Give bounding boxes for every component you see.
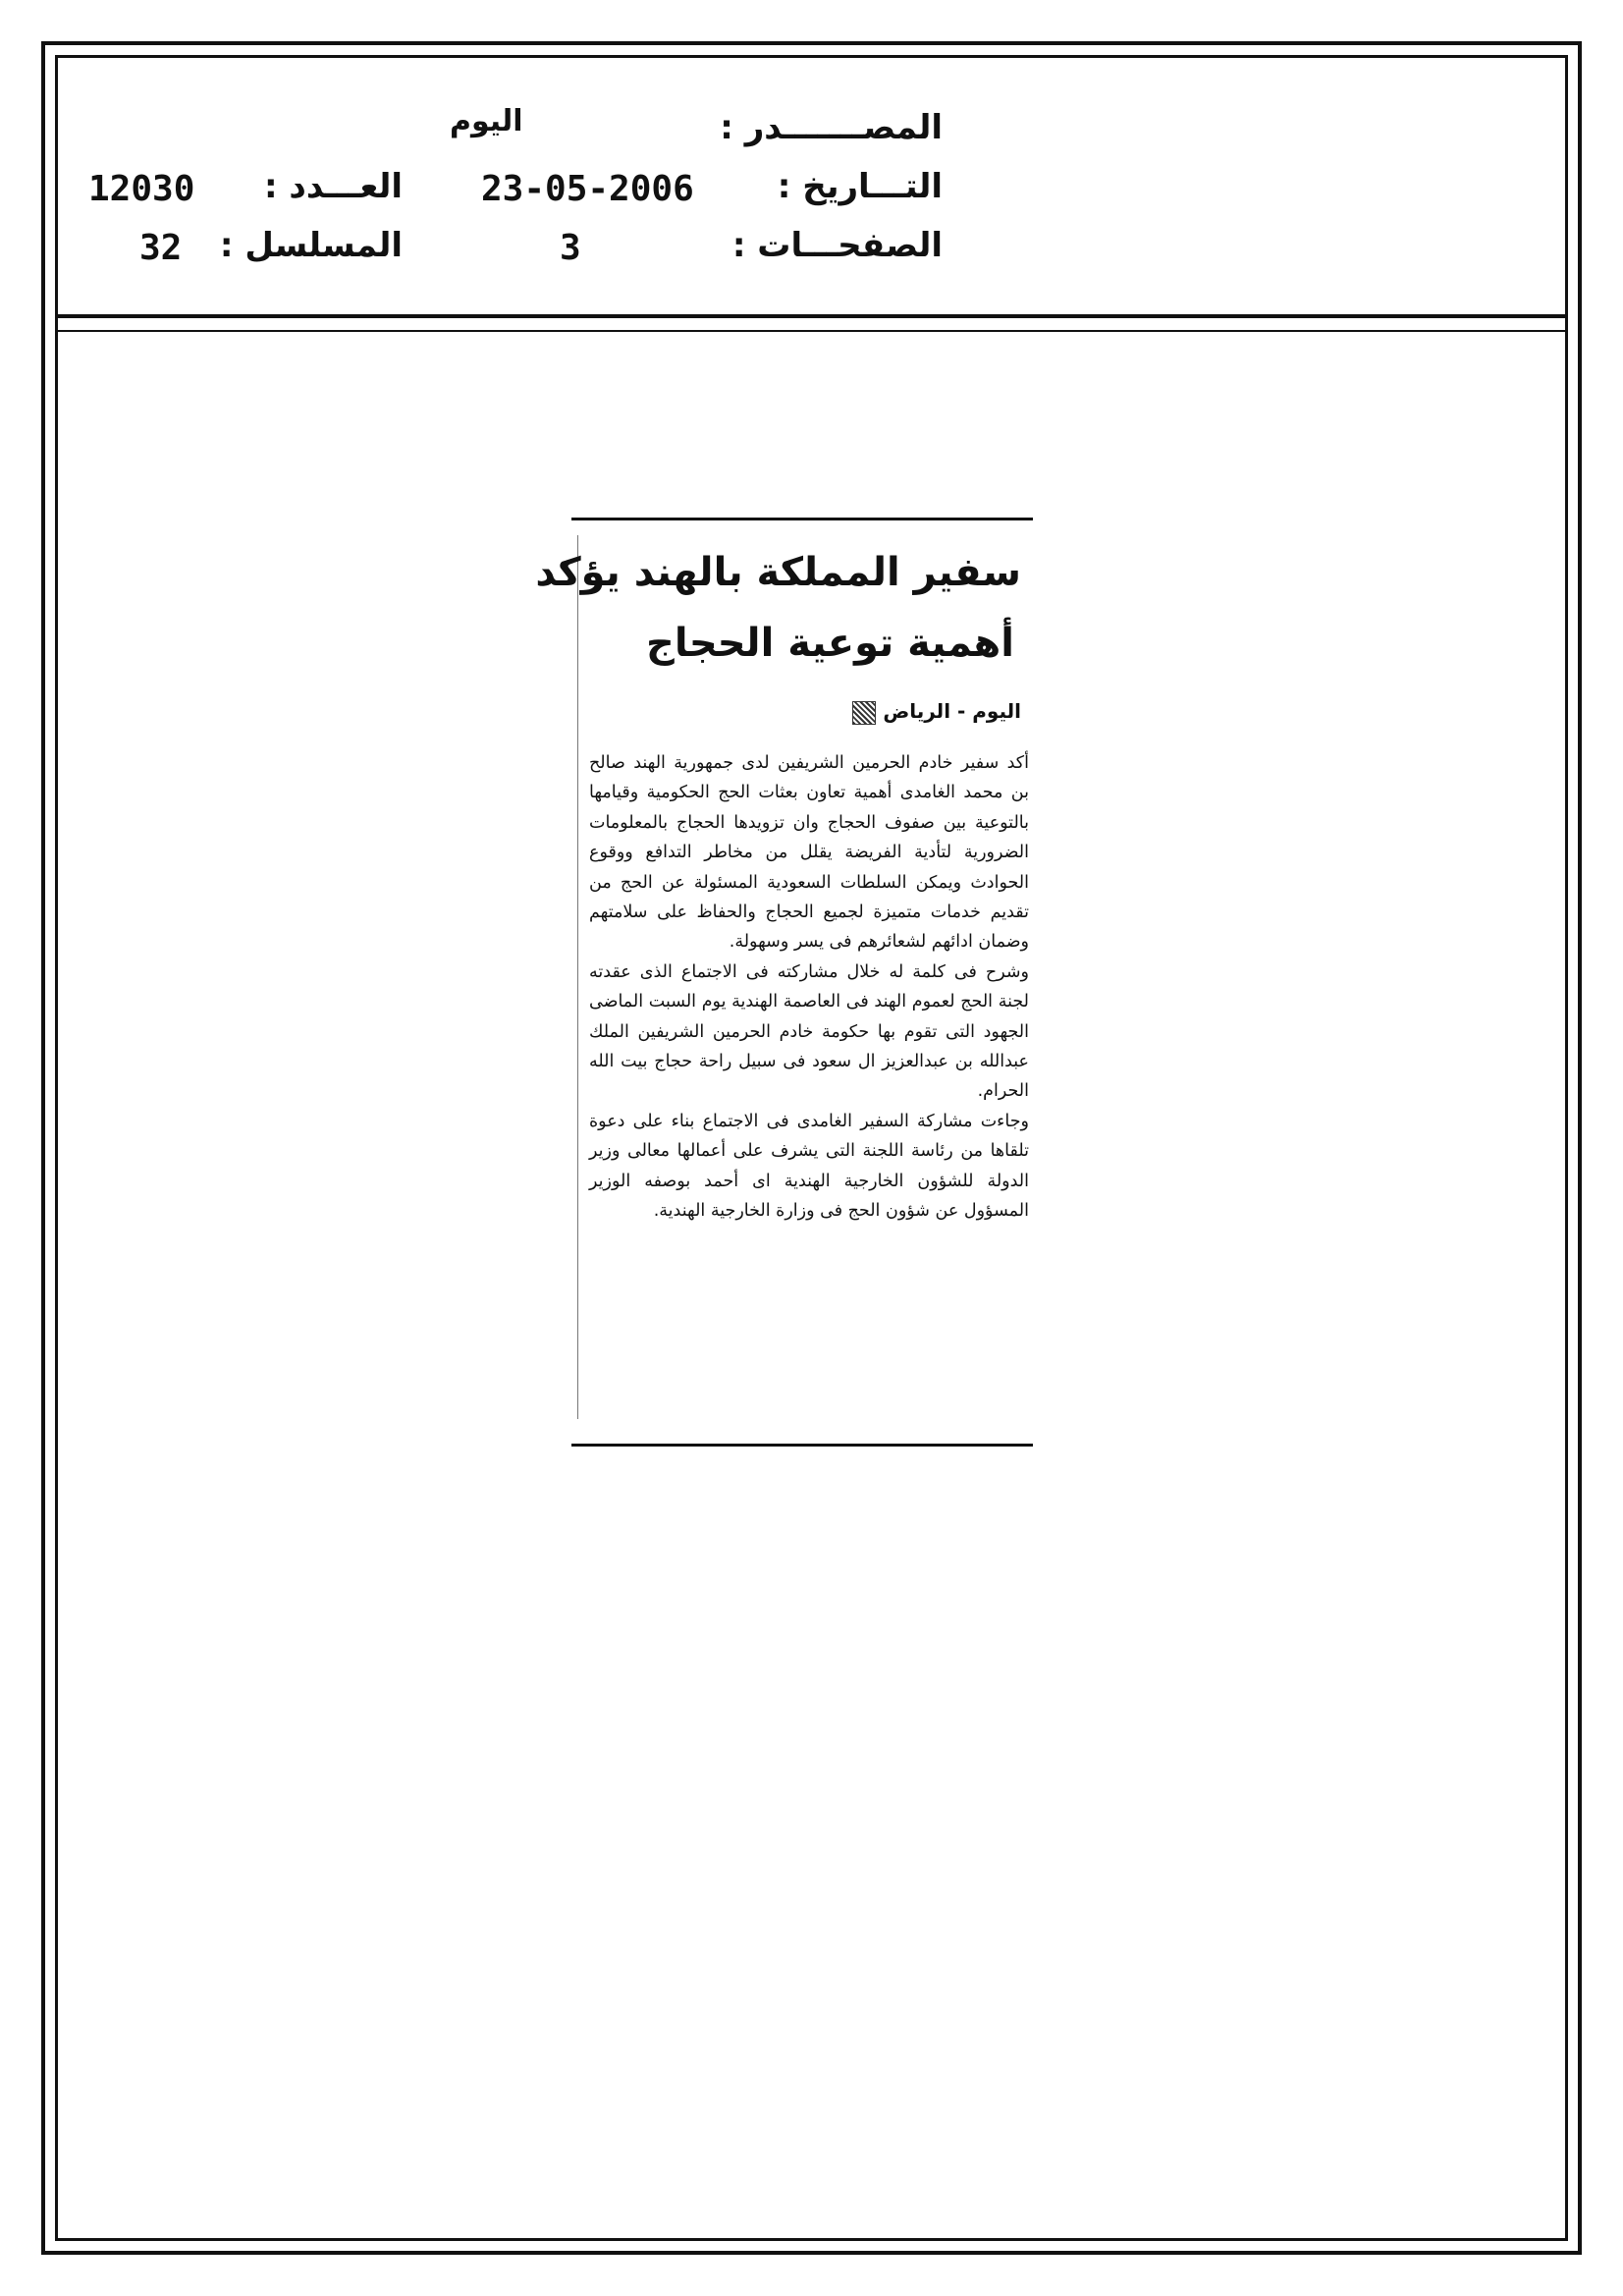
source-label: المصـــــــدر : [720,108,943,147]
header-separator-thin [55,330,1568,332]
pages-value: 3 [560,228,581,268]
pages-label: الصفحـــات : [731,226,943,265]
byline-text: اليوم - الرياض [883,699,1021,723]
source-value: اليوم [450,104,523,138]
article-paragraph-1: أكد سفير خادم الحرمين الشريفين لدى جمهورية الهند صالح بن محمد الغامدى أهمية تعاون بعثات الحج الحكومية وقيامها بالتوعية بين صفوف الحجاج وان تزويدها الحجاج بالمعلومات الضرورية لتأدية الفريضة يقلل من مخاطر التدافع ووقوع الحوادث ويمكن السلطات السعودية المسئولة عن الحج من تقديم خدمات متميزة لجميع الحجاج والحفاظ على سلامتهم وضمان ادائهم لشعائرهم فى يسر وسهولة. [589,753,1029,953]
article-body [589,748,1029,1227]
date-value: 23-05-2006 [481,169,694,209]
article-headline-line1: سفير المملكة بالهند يؤكد [535,550,1021,595]
newspaper-logo-icon [852,701,876,725]
article-byline [589,699,1021,725]
clipping-bottom-rule [571,1444,1033,1447]
clipping-column-line [577,535,578,1419]
clipping-top-rule [571,518,1033,520]
article-paragraph-3: وجاءت مشاركة السفير الغامدى فى الاجتماع بناء على دعوة تلقاها من رئاسة اللجنة التى يشرف على أعمالها معالى وزير الدولة للشؤون الخارجية الهندية اى أحمد بوصفه الوزير المسؤول عن شؤون الحج فى وزارة الخارجية الهندية. [589,1111,1029,1222]
article-paragraph-2: وشرح فى كلمة له خلال مشاركته فى الاجتماع الذى عقدته لجنة الحج لعموم الهند فى العاصمة الهندية يوم السبت الماضى الجهود التى تقوم بها حكومة خادم الحرمين الشريفين الملك عبدالله بن عبدالعزيز ال سعود فى سبيل راحة حجاج بيت الله الحرام. [589,961,1029,1102]
date-label: التـــاريخ : [777,167,943,206]
header-separator [55,314,1568,318]
article-headline-line2: أهمية توعية الحجاج [646,621,1014,666]
serial-value: 32 [139,228,183,268]
issue-label: العـــدد : [264,167,403,206]
serial-label: المسلسل : [219,226,403,265]
issue-value: 12030 [88,169,195,209]
